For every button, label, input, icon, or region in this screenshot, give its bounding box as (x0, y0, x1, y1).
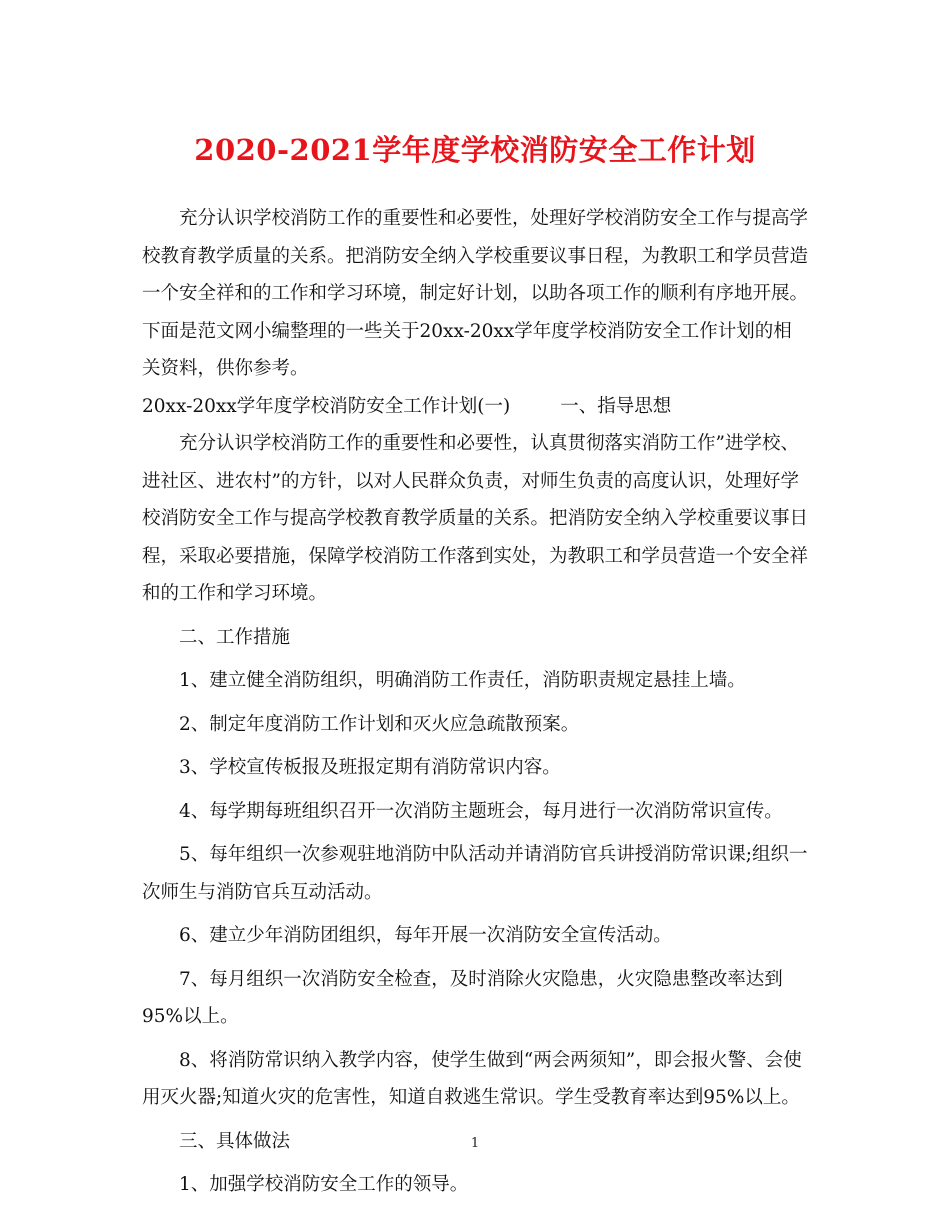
section2-heading: 二、工作措施 (179, 626, 291, 648)
measure-item: 7、每月组织一次消防安全检查，及时消除火灾隐患，火灾隐患整改率达到95%以上。 (142, 968, 783, 1027)
measure-item: 1、建立健全消防组织，明确消防工作责任，消防职责规定悬挂上墙。 (179, 670, 746, 691)
document-title: 2020-2021学年度学校消防安全工作计划 (194, 133, 756, 167)
section3-item: 1、加强学校消防安全工作的领导。 (179, 1174, 469, 1195)
intro-paragraph: 充分认识学校消防工作的重要性和必要性，处理好学校消防安全工作与提高学校教育教学质量的关系。把消防安全纳入学校重要议事日程，为教职工和学员营造一个安全祥和的工作和学习环境，制定好计划，以助各项工作的顺利有序地开展。下面是范文网小编整理的一些关于20xx-20xx学年度学校消防安全工作计划的相关资料，供你参考。 (142, 208, 809, 379)
measure-item: 2、制定年度消防工作计划和灭火应急疏散预案。 (179, 713, 580, 735)
measure-item: 5、每年组织一次参观驻地消防中队活动并请消防官兵讲授消防常识课;组织一次师生与消防官兵互动活动。 (142, 844, 808, 903)
measure-item: 3、学校宣传板报及班报定期有消防常识内容。 (179, 757, 561, 778)
section3-heading: 三、具体做法 (179, 1130, 291, 1152)
plan-heading-line (142, 388, 810, 426)
measure-item: 8、将消防常识纳入教学内容，使学生做到“两会两须知”，即会报火警、会使用灭火器;知道火灾的危害性，知道自救逃生常识。学生受教育率达到95%以上。 (142, 1049, 802, 1108)
section1-paragraph: 充分认识学校消防工作的重要性和必要性，认真贯彻落实消防工作”进学校、进社区、进农村”的方针，以对人民群众负责，对师生负责的高度认识，处理好学校消防安全工作与提高学校教育教学质量的关系。把消防安全纳入学校重要议事日程，采取必要措施，保障学校消防工作落到实处，为教职工和学员营造一个安全祥和的工作和学习环境。 (142, 433, 809, 604)
section1-heading: 一、指导思想 (560, 395, 672, 417)
page-number: 1 (470, 1136, 480, 1151)
measure-item: 6、建立少年消防团组织，每年开展一次消防安全宣传活动。 (179, 925, 672, 946)
document-body (142, 200, 810, 1204)
measure-item: 4、每学期每班组织召开一次消防主题班会，每月进行一次消防常识宣传。 (179, 800, 783, 822)
plan-heading: 20xx-20xx学年度学校消防安全工作计划(一) (142, 395, 511, 417)
